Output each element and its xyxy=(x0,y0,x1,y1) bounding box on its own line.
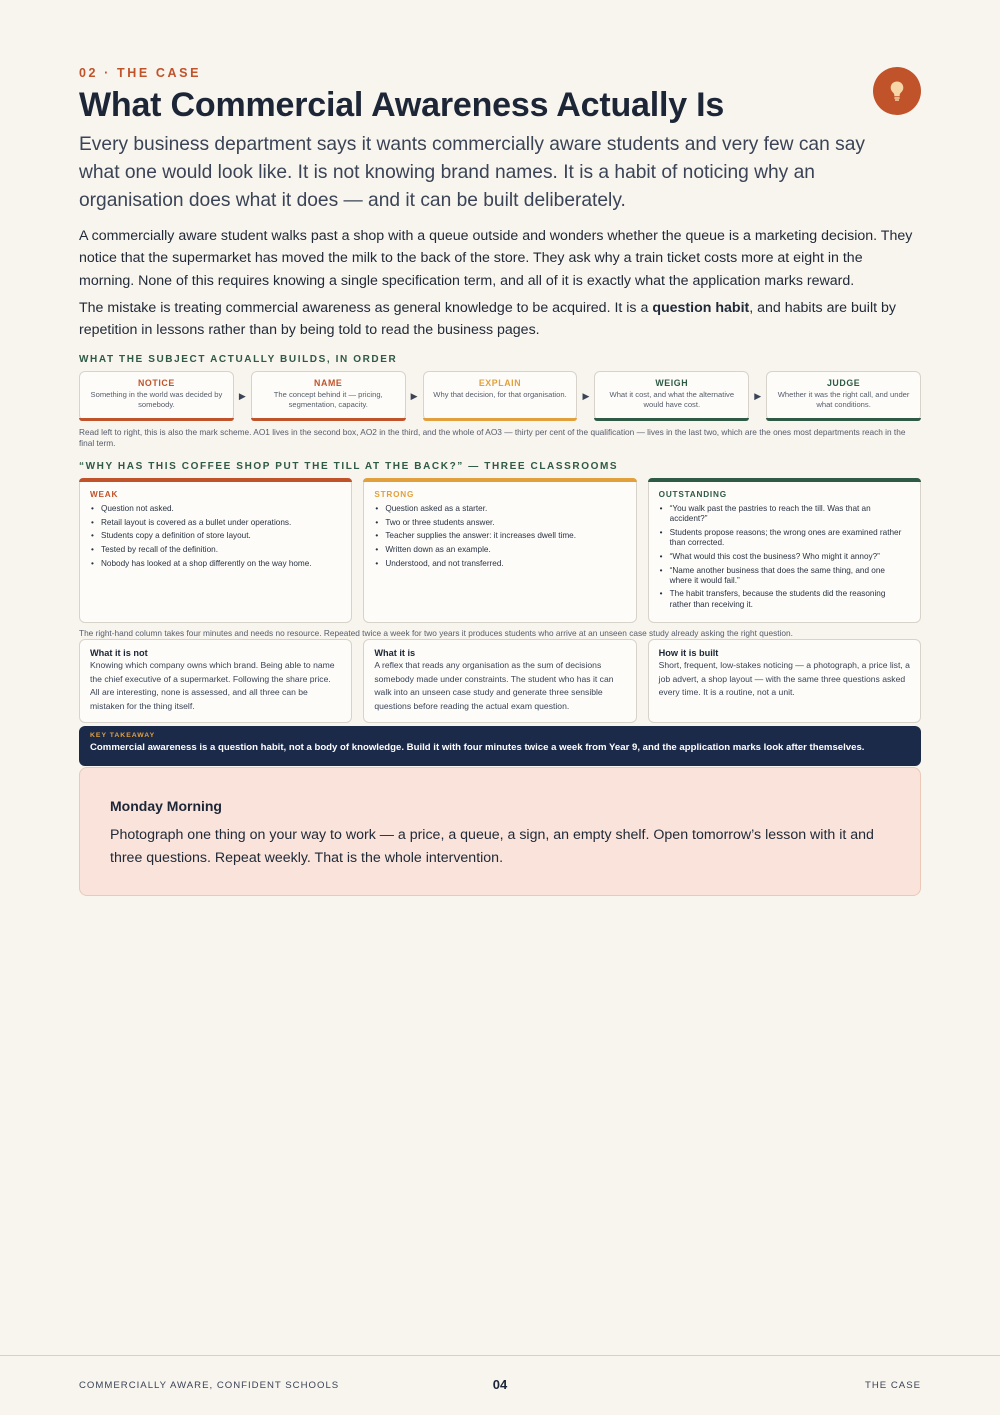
flow-step-judge xyxy=(766,371,921,421)
arrow-right-icon: ▶ xyxy=(582,390,590,401)
definition-body: Knowing which company owns which brand. Being able to name the chief executive of a supermarket. Following the share price. All are interesting, none is assessed, and all three can be mistaken for the thing itself. xyxy=(90,660,335,712)
classrooms-note: The right-hand column takes four minutes and needs no resource. Repeated twice a week for two years it produces students who arrive at an unseen case study already asking the right question. xyxy=(79,628,793,638)
flow-step-notice xyxy=(79,371,234,421)
definition-body: Short, frequent, low-stakes noticing — a photograph, a price list, a job advert, a shop layout — with the same three questions asked every time. It is a routine, not a unit. xyxy=(658,660,910,698)
footer-publication-title: COMMERCIALLY AWARE, CONFIDENT SCHOOLS xyxy=(79,1380,340,1391)
definition-body: A reflex that reads any organisation as the sum of decisions somebody made under constraints. The student who has it can walk into an unseen case study and generate three sensible questions before reading the actual exam question. xyxy=(374,660,614,712)
list-item: • The habit transfers, because the students did the reasoning rather than receiving it. xyxy=(659,589,910,609)
list-item: • Tested by recall of the definition. xyxy=(90,545,341,555)
weak-classroom-card xyxy=(79,478,352,623)
body-paragraph-2-start: The mistake is treating commercial awareness as general knowledge to be acquired. It is a xyxy=(79,300,653,316)
flow-note: Read left to right, this is also the mark scheme. AO1 lives in the second box, AO2 in the third, and the whole of AO3 — thirty per cent of the qualification — lives in the last two, which are the ones most departments reach in the final term. xyxy=(79,427,906,448)
flow-step-name-concept xyxy=(251,371,406,421)
flow-section-label: WHAT THE SUBJECT ACTUALLY BUILDS, IN ORDER xyxy=(79,354,398,365)
page-title: What Commercial Awareness Actually Is xyxy=(79,86,725,124)
definition-boxes xyxy=(79,639,921,723)
list-item: • Retail layout is covered as a bullet under operations. xyxy=(90,518,341,528)
flow-step-name: JUDGE xyxy=(826,378,861,388)
classrooms-section-label: “WHY HAS THIS COFFEE SHOP PUT THE TILL AT THE BACK?” — THREE CLASSROOMS xyxy=(79,461,619,472)
list-item: • Understood, and not transferred. xyxy=(374,559,625,569)
list-item: • Students propose reasons; the wrong ones are examined rather than corrected. xyxy=(659,528,910,548)
footer-section-name: THE CASE xyxy=(865,1380,921,1391)
flow-step-desc: Something in the world was decided by somebody. xyxy=(90,390,223,409)
monday-morning-callout xyxy=(79,767,921,896)
card-label: STRONG xyxy=(374,490,415,499)
definition-title: What it is xyxy=(374,648,416,658)
flow-step-name: NOTICE xyxy=(137,378,175,388)
flow-step-explain xyxy=(423,371,578,421)
list-item: • Question asked as a starter. xyxy=(374,504,625,514)
flow-step-desc: Whether it was the right call, and under what conditions. xyxy=(777,390,910,409)
lightbulb-icon xyxy=(873,67,921,115)
list-item: • “You walk past the pastries to reach the till. Was that an accident?” xyxy=(659,504,910,524)
flow-step-weigh xyxy=(594,371,749,421)
takeaway-text: Commercial awareness is a question habit, not a body of knowledge. Build it with four minutes twice a week from Year 9, and the application marks look after themselves. xyxy=(90,742,865,753)
flow-step-desc: Why that decision, for that organisation. xyxy=(433,390,567,399)
definition-title: How it is built xyxy=(658,648,719,658)
callout-body: Photograph one thing on your way to work — a price, a queue, a sign, an empty shelf. Open tomorrow’s lesson with it and three questions. Repeat weekly. That is the whole intervention. xyxy=(110,827,874,866)
lede-paragraph: Every business department says it wants commercially aware students and very few can say what one would look like. It is not knowing brand names. It is a habit of noticing why an organisation does what it does — and it can be built deliberately. xyxy=(79,134,865,211)
list-item: • “What would this cost the business? Who might it annoy?” xyxy=(659,552,910,562)
list-item: • Nobody has looked at a shop differently on the way home. xyxy=(90,559,341,569)
flow-step-name: WEIGH xyxy=(655,378,689,388)
card-list xyxy=(374,504,625,569)
list-item: • Question not asked. xyxy=(90,504,341,514)
flow-step-name: NAME xyxy=(314,378,343,388)
card-label: WEAK xyxy=(90,490,119,499)
strong-classroom-card xyxy=(363,478,636,623)
skills-flow xyxy=(79,371,921,421)
arrow-right-icon: ▶ xyxy=(238,390,246,401)
definition-what-it-is xyxy=(363,639,636,723)
question-habit-emphasis: question habit xyxy=(652,300,750,316)
list-item: • Teacher supplies the answer: it increases dwell time. xyxy=(374,531,625,541)
footer-divider xyxy=(0,1355,1000,1356)
card-label: OUTSTANDING xyxy=(658,490,727,499)
list-item: • “Name another business that does the same thing, and one where it would fail.” xyxy=(659,566,910,586)
card-list xyxy=(90,504,341,569)
body-paragraph-2 xyxy=(79,297,921,342)
callout-title: Monday Morning xyxy=(110,798,222,814)
arrow-right-icon: ▶ xyxy=(754,390,762,401)
list-item: • Students copy a definition of store layout. xyxy=(90,531,341,541)
body-paragraph-1: A commercially aware student walks past a shop with a queue outside and wonders whether the queue is a marketing decision. They notice that the supermarket has moved the milk to the back of the store. They ask why a train ticket costs more at eight in the morning. None of this requires knowing a single specification term, and all of it is exactly what the application marks reward. xyxy=(79,228,913,289)
flow-step-desc: The concept behind it — pricing, segmentation, capacity. xyxy=(273,390,383,409)
body-paragraph-2-end: , and habits are built by repetition in lessons rather than by being told to read the business pages. xyxy=(79,300,896,339)
flow-step-name: EXPLAIN xyxy=(478,378,522,388)
list-item: • Two or three students answer. xyxy=(374,518,625,528)
flow-step-desc: What it cost, and what the alternative would have cost. xyxy=(609,390,735,409)
definition-title: What it is not xyxy=(90,648,148,658)
definition-how-it-is-built xyxy=(648,639,921,723)
section-eyebrow: 02 · THE CASE xyxy=(79,66,202,80)
takeaway-label: KEY TAKEAWAY xyxy=(90,732,156,739)
page-number: 04 xyxy=(492,1377,508,1392)
key-takeaway-banner xyxy=(79,726,921,766)
outstanding-classroom-card xyxy=(648,478,921,623)
classroom-cards xyxy=(79,478,921,623)
arrow-right-icon: ▶ xyxy=(410,390,418,401)
card-list xyxy=(659,504,910,610)
list-item: • Written down as an example. xyxy=(374,545,625,555)
definition-what-it-is-not xyxy=(79,639,352,723)
